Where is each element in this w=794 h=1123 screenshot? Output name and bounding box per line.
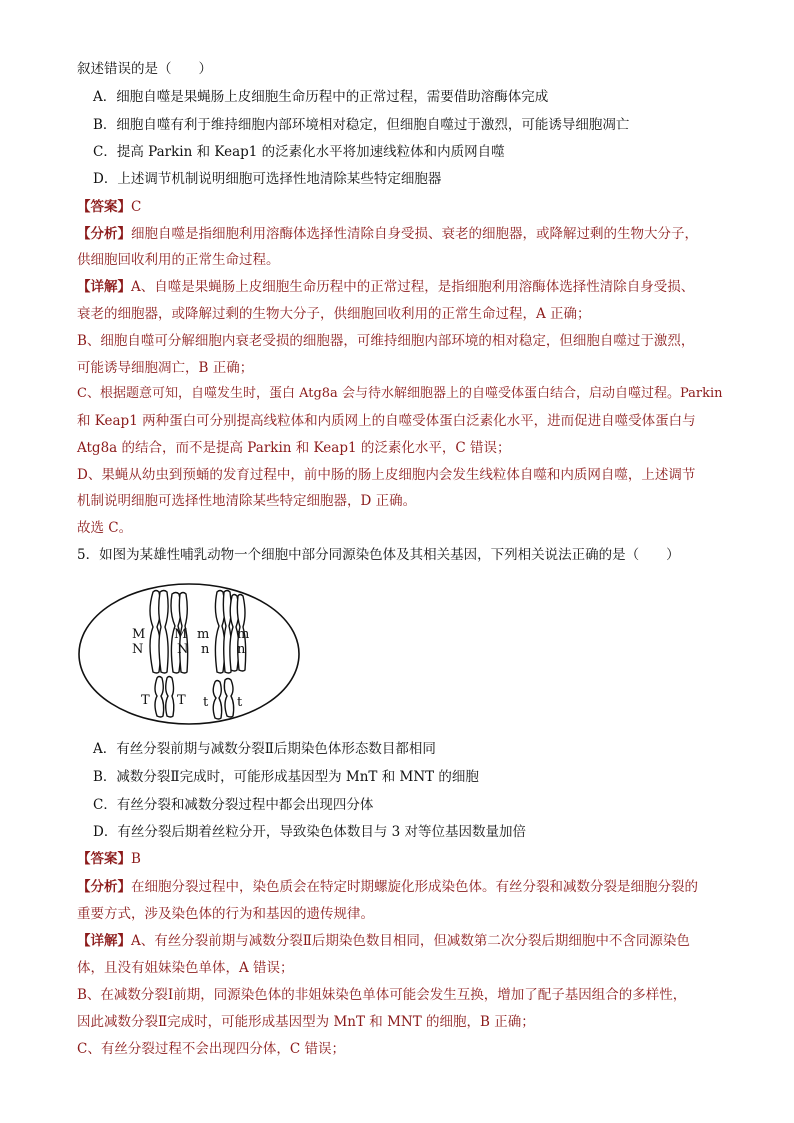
detail-tag: 【详解】: [77, 933, 131, 949]
q5-analysis-line-2: 重要方式，涉及染色体的行为和基因的遗传规律。: [77, 906, 374, 922]
q4-detail-line-4: 可能诱导细胞凋亡，B 正确；: [77, 360, 254, 376]
q5-option-c: C．有丝分裂和减数分裂过程中都会出现四分体: [93, 797, 374, 813]
gene-label-m: m: [237, 627, 250, 642]
gene-label-N: N: [177, 642, 189, 657]
gene-label-t: t: [203, 695, 209, 710]
q4-detail-line-6: 和 Keap1 两种蛋白可分别提高线粒体和内质网上的自噬受体蛋白泛素化水平，进而促进自噬受体蛋白与: [77, 413, 696, 429]
q5-detail-line-4: 因此减数分裂Ⅱ完成时，可能形成基因型为 MnT 和 MNT 的细胞，B 正确；: [77, 1014, 535, 1030]
q4-option-a: A．细胞自噬是果蝇肠上皮细胞生命历程中的正常过程，需要借助溶酶体完成: [93, 89, 549, 105]
q5-analysis-line-1: [77, 878, 698, 896]
q4-option-d: D．上述调节机制说明细胞可选择性地清除某些特定细胞器: [93, 171, 442, 187]
answer-value: C: [131, 199, 142, 215]
q4-conclusion: 故选 C。: [77, 520, 133, 536]
q5-answer: [77, 850, 141, 868]
answer-tag: 【答案】: [77, 199, 131, 215]
q4-analysis-line-1: [77, 225, 698, 243]
chromosome-cell-figure: [77, 582, 302, 727]
q5-option-a: A．有丝分裂前期与减数分裂Ⅱ后期染色体形态数目都相同: [93, 741, 436, 757]
q4-detail-line-2: 衰老的细胞器，或降解过剩的生物大分子，供细胞回收利用的正常生命过程，A 正确；: [77, 306, 591, 322]
q5-detail-line-1: [77, 932, 690, 950]
gene-label-t: t: [237, 695, 243, 710]
q5-stem: 5．如图为某雄性哺乳动物一个细胞中部分同源染色体及其相关基因，下列相关说法正确的是（ ）: [77, 547, 680, 563]
gene-label-M: M: [174, 627, 188, 642]
q4-option-c: C．提高 Parkin 和 Keap1 的泛素化水平将加速线粒体和内质网自噬: [93, 144, 505, 160]
q5-detail-line-5: C、有丝分裂过程不会出现四分体，C 错误；: [77, 1041, 345, 1057]
analysis-text: 在细胞分裂过程中，染色质会在特定时期螺旋化形成染色体。有丝分裂和减数分裂是细胞分裂的: [131, 879, 698, 895]
q5-option-b: B．减数分裂Ⅱ完成时，可能形成基因型为 MnT 和 MNT 的细胞: [93, 769, 479, 785]
detail-tag: 【详解】: [77, 279, 131, 295]
q4-answer: [77, 198, 141, 216]
gene-label-N: N: [132, 642, 144, 657]
gene-label-n: n: [201, 642, 210, 657]
q4-detail-line-8: D、果蝇从幼虫到预蛹的发育过程中，前中肠的肠上皮细胞内会发生线粒体自噬和内质网自噬，上述调节: [77, 467, 696, 483]
q4-detail-line-9: 机制说明细胞可选择性地清除某些特定细胞器，D 正确。: [77, 493, 417, 509]
detail-text: A、有丝分裂前期与减数分裂Ⅱ后期染色数目相同，但减数第二次分裂后期细胞中不含同源染色: [131, 933, 690, 949]
chromosome-M-N-left: [150, 591, 168, 674]
gene-label-n: n: [237, 642, 246, 657]
gene-label-M: M: [132, 627, 146, 642]
q5-detail-line-2: 体，且没有姐妹染色单体，A 错误；: [77, 960, 294, 976]
answer-tag: 【答案】: [77, 851, 131, 867]
analysis-tag: 【分析】: [77, 879, 131, 895]
q4-detail-line-1: [77, 278, 694, 296]
answer-value: B: [131, 851, 141, 867]
chromosome-t-pair: [213, 679, 233, 720]
q4-option-b: B．细胞自噬有利于维持细胞内部环境相对稳定，但细胞自噬过于激烈，可能诱导细胞凋亡: [93, 117, 630, 133]
q4-detail-line-3: B、细胞自噬可分解细胞内衰老受损的细胞器，可维持细胞内部环境的相对稳定，但细胞自噬过于激烈，: [77, 333, 695, 349]
q4-detail-line-5: C、根据题意可知，自噬发生时，蛋白 Atg8a 会与待水解细胞器上的自噬受体蛋白结合，启动自噬过程。Parkin: [77, 386, 723, 401]
q4-detail-line-7: Atg8a 的结合，而不是提高 Parkin 和 Keap1 的泛素化水平，C 错误；: [77, 440, 511, 456]
gene-label-T: T: [141, 693, 150, 708]
analysis-tag: 【分析】: [77, 226, 131, 242]
cell-outline: [79, 584, 299, 724]
q5-option-d: D．有丝分裂后期着丝粒分开，导致染色体数目与 3 对等位基因数量加倍: [93, 824, 526, 840]
q4-analysis-line-2: 供细胞回收利用的正常生命过程。: [77, 252, 280, 268]
detail-text: A、自噬是果蝇肠上皮细胞生命历程中的正常过程，是指细胞利用溶酶体选择性清除自身受损、: [131, 279, 695, 295]
analysis-text: 细胞自噬是指细胞利用溶酶体选择性清除自身受损、衰老的细胞器，或降解过剩的生物大分子，: [131, 226, 698, 242]
chromosome-m-n-left: [215, 591, 231, 674]
gene-label-T: T: [177, 693, 186, 708]
gene-label-m: m: [197, 627, 210, 642]
q5-detail-line-3: B、在减数分裂Ⅰ前期，同源染色体的非姐妹染色单体可能会发生互换，增加了配子基因组合的多样性，: [77, 987, 687, 1003]
q4-stem-tail: 叙述错误的是（ ）: [77, 61, 212, 77]
chromosome-T-pair: [155, 677, 174, 718]
